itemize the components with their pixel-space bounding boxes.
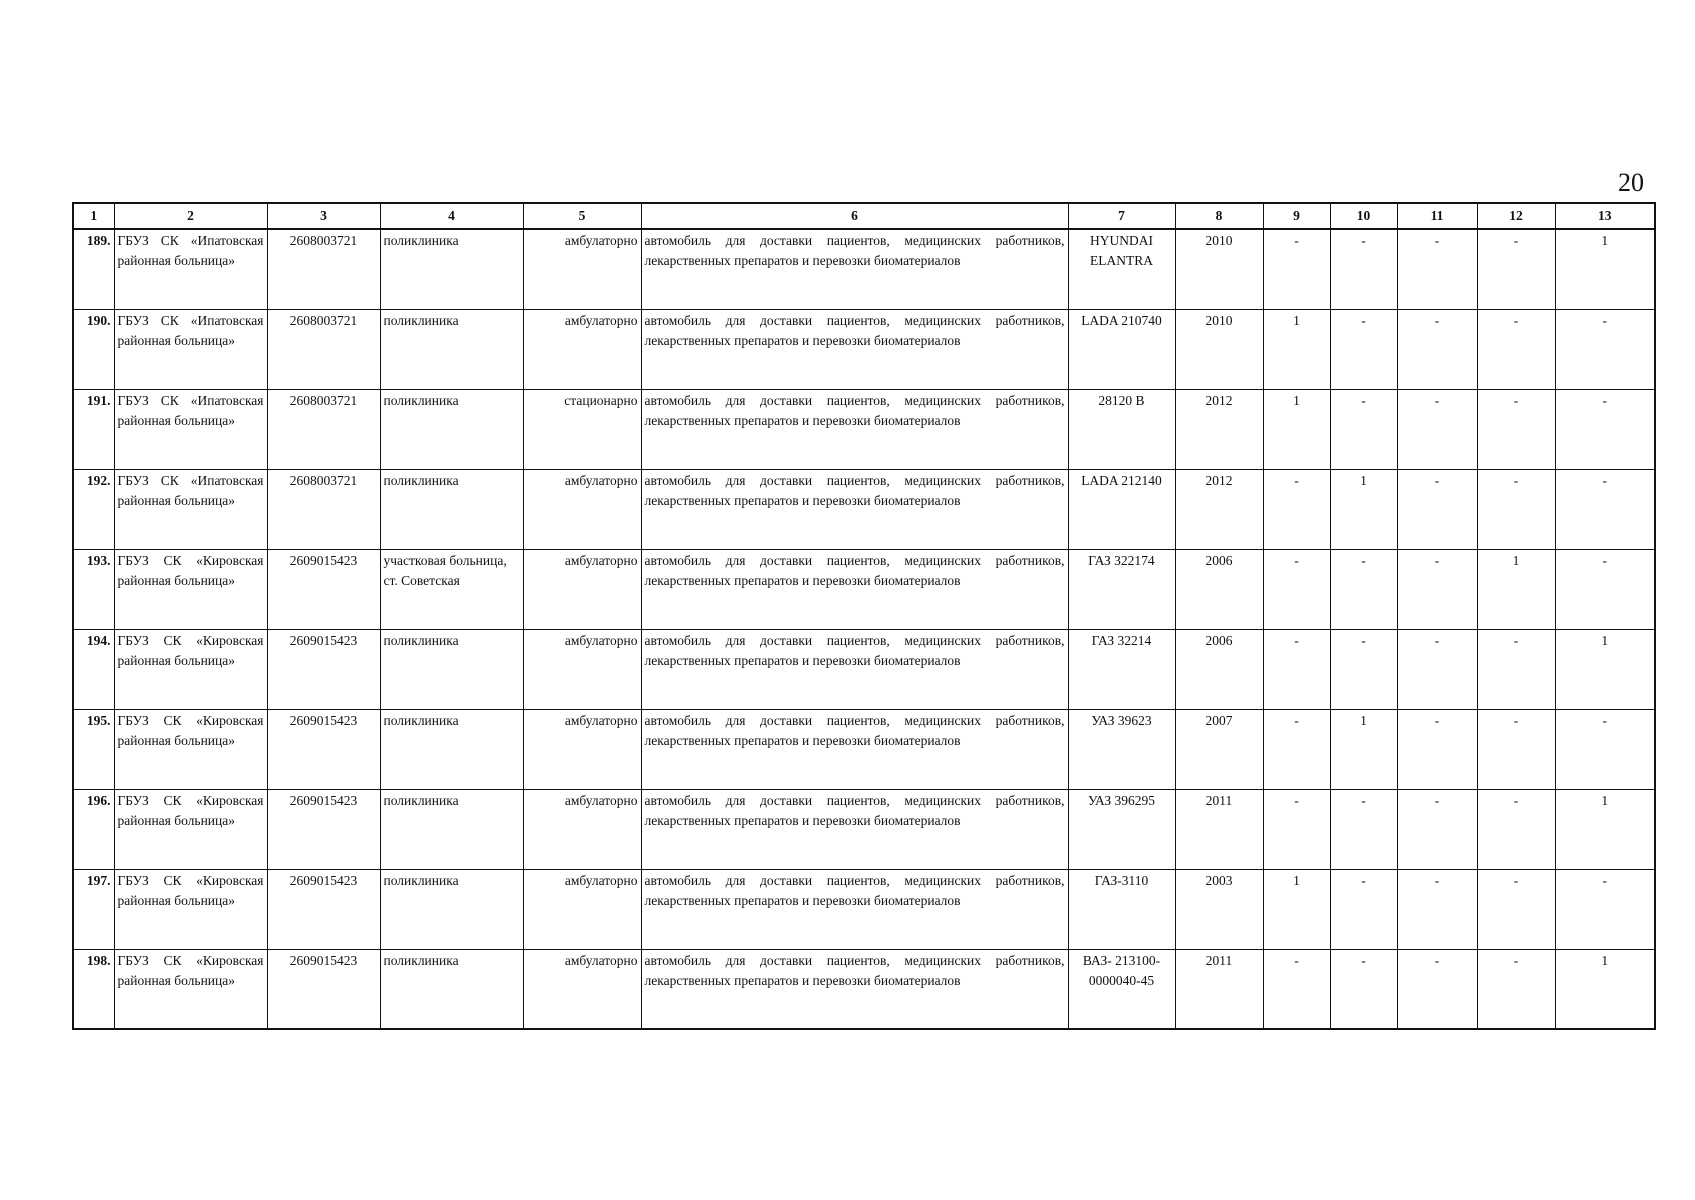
vehicle-purpose: автомобиль для доставки пациентов, медицинских работников, лекарственных препаратов и перевозки биоматериалов	[641, 309, 1068, 389]
vehicle-registry-table	[72, 202, 1656, 1030]
col-10-value: 1	[1330, 469, 1397, 549]
col-11-value: -	[1397, 229, 1477, 309]
vehicle-model: 28120 В	[1068, 389, 1175, 469]
inn-code: 2609015423	[267, 549, 380, 629]
table-row	[73, 229, 1655, 309]
column-header: 3	[267, 203, 380, 229]
col-9-value: -	[1263, 789, 1330, 869]
row-number: 189.	[73, 229, 114, 309]
col-12-value: -	[1477, 789, 1555, 869]
vehicle-purpose: автомобиль для доставки пациентов, медицинских работников, лекарственных препаратов и перевозки биоматериалов	[641, 549, 1068, 629]
care-mode: амбулаторно	[523, 309, 641, 389]
row-number: 193.	[73, 549, 114, 629]
manufacture-year: 2011	[1175, 789, 1263, 869]
col-12-value: -	[1477, 389, 1555, 469]
inn-code: 2609015423	[267, 869, 380, 949]
column-header: 7	[1068, 203, 1175, 229]
col-9-value: 1	[1263, 869, 1330, 949]
col-9-value: 1	[1263, 309, 1330, 389]
care-mode: амбулаторно	[523, 789, 641, 869]
col-9-value: -	[1263, 629, 1330, 709]
col-11-value: -	[1397, 789, 1477, 869]
col-9-value: -	[1263, 549, 1330, 629]
vehicle-purpose: автомобиль для доставки пациентов, медицинских работников, лекарственных препаратов и перевозки биоматериалов	[641, 469, 1068, 549]
vehicle-purpose: автомобиль для доставки пациентов, медицинских работников, лекарственных препаратов и перевозки биоматериалов	[641, 869, 1068, 949]
subdivision: поликлиника	[380, 949, 523, 1029]
subdivision: поликлиника	[380, 229, 523, 309]
subdivision: поликлиника	[380, 869, 523, 949]
col-9-value: 1	[1263, 389, 1330, 469]
row-number: 196.	[73, 789, 114, 869]
care-mode: амбулаторно	[523, 869, 641, 949]
care-mode: амбулаторно	[523, 469, 641, 549]
organization-name: ГБУЗ СК «Ипатовская районная больница»	[114, 229, 267, 309]
col-12-value: -	[1477, 469, 1555, 549]
row-number: 190.	[73, 309, 114, 389]
vehicle-purpose: автомобиль для доставки пациентов, медицинских работников, лекарственных препаратов и перевозки биоматериалов	[641, 389, 1068, 469]
col-12-value: -	[1477, 309, 1555, 389]
vehicle-model: HYUNDAI ELANTRA	[1068, 229, 1175, 309]
col-10-value: 1	[1330, 709, 1397, 789]
subdivision: поликлиника	[380, 469, 523, 549]
vehicle-model: LADA 210740	[1068, 309, 1175, 389]
subdivision: поликлиника	[380, 629, 523, 709]
col-9-value: -	[1263, 229, 1330, 309]
manufacture-year: 2006	[1175, 549, 1263, 629]
inn-code: 2609015423	[267, 709, 380, 789]
col-10-value: -	[1330, 789, 1397, 869]
column-header: 9	[1263, 203, 1330, 229]
col-13-value: 1	[1555, 789, 1655, 869]
col-11-value: -	[1397, 389, 1477, 469]
table-row	[73, 869, 1655, 949]
vehicle-purpose: автомобиль для доставки пациентов, медицинских работников, лекарственных препаратов и перевозки биоматериалов	[641, 709, 1068, 789]
col-10-value: -	[1330, 629, 1397, 709]
inn-code: 2609015423	[267, 789, 380, 869]
col-12-value: -	[1477, 709, 1555, 789]
row-number: 192.	[73, 469, 114, 549]
column-header: 11	[1397, 203, 1477, 229]
row-number: 195.	[73, 709, 114, 789]
care-mode: амбулаторно	[523, 549, 641, 629]
manufacture-year: 2011	[1175, 949, 1263, 1029]
table-row	[73, 949, 1655, 1029]
col-12-value: -	[1477, 949, 1555, 1029]
manufacture-year: 2003	[1175, 869, 1263, 949]
col-12-value: -	[1477, 869, 1555, 949]
col-10-value: -	[1330, 309, 1397, 389]
page-number: 20	[1618, 168, 1644, 197]
col-9-value: -	[1263, 949, 1330, 1029]
subdivision: поликлиника	[380, 309, 523, 389]
vehicle-purpose: автомобиль для доставки пациентов, медицинских работников, лекарственных препаратов и перевозки биоматериалов	[641, 949, 1068, 1029]
table-row	[73, 469, 1655, 549]
col-11-value: -	[1397, 629, 1477, 709]
col-10-value: -	[1330, 949, 1397, 1029]
column-header: 4	[380, 203, 523, 229]
care-mode: амбулаторно	[523, 949, 641, 1029]
vehicle-model: ГАЗ 322174	[1068, 549, 1175, 629]
col-12-value: 1	[1477, 549, 1555, 629]
col-10-value: -	[1330, 389, 1397, 469]
table-row	[73, 549, 1655, 629]
organization-name: ГБУЗ СК «Ипатовская районная больница»	[114, 389, 267, 469]
col-13-value: -	[1555, 389, 1655, 469]
vehicle-model: УАЗ 396295	[1068, 789, 1175, 869]
care-mode: амбулаторно	[523, 229, 641, 309]
vehicle-model: ВАЗ- 213100-0000040-45	[1068, 949, 1175, 1029]
inn-code: 2608003721	[267, 309, 380, 389]
column-number-row	[73, 203, 1655, 229]
organization-name: ГБУЗ СК «Кировская районная больница»	[114, 949, 267, 1029]
manufacture-year: 2012	[1175, 389, 1263, 469]
inn-code: 2609015423	[267, 949, 380, 1029]
row-number: 194.	[73, 629, 114, 709]
col-11-value: -	[1397, 549, 1477, 629]
table-row	[73, 389, 1655, 469]
inn-code: 2609015423	[267, 629, 380, 709]
row-number: 198.	[73, 949, 114, 1029]
manufacture-year: 2012	[1175, 469, 1263, 549]
column-header: 10	[1330, 203, 1397, 229]
col-10-value: -	[1330, 549, 1397, 629]
col-12-value: -	[1477, 229, 1555, 309]
col-13-value: 1	[1555, 229, 1655, 309]
table-row	[73, 309, 1655, 389]
col-13-value: -	[1555, 469, 1655, 549]
subdivision: участковая больница, ст. Советская	[380, 549, 523, 629]
inn-code: 2608003721	[267, 229, 380, 309]
column-header: 2	[114, 203, 267, 229]
care-mode: амбулаторно	[523, 629, 641, 709]
col-13-value: -	[1555, 549, 1655, 629]
row-number: 191.	[73, 389, 114, 469]
organization-name: ГБУЗ СК «Ипатовская районная больница»	[114, 309, 267, 389]
col-13-value: -	[1555, 709, 1655, 789]
vehicle-model: LADA 212140	[1068, 469, 1175, 549]
organization-name: ГБУЗ СК «Кировская районная больница»	[114, 869, 267, 949]
col-13-value: -	[1555, 869, 1655, 949]
organization-name: ГБУЗ СК «Кировская районная больница»	[114, 549, 267, 629]
col-11-value: -	[1397, 469, 1477, 549]
care-mode: стационарно	[523, 389, 641, 469]
col-13-value: 1	[1555, 949, 1655, 1029]
manufacture-year: 2007	[1175, 709, 1263, 789]
vehicle-model: УАЗ 39623	[1068, 709, 1175, 789]
vehicle-purpose: автомобиль для доставки пациентов, медицинских работников, лекарственных препаратов и перевозки биоматериалов	[641, 229, 1068, 309]
care-mode: амбулаторно	[523, 709, 641, 789]
col-10-value: -	[1330, 229, 1397, 309]
subdivision: поликлиника	[380, 709, 523, 789]
manufacture-year: 2010	[1175, 229, 1263, 309]
manufacture-year: 2006	[1175, 629, 1263, 709]
vehicle-purpose: автомобиль для доставки пациентов, медицинских работников, лекарственных препаратов и перевозки биоматериалов	[641, 629, 1068, 709]
column-header: 5	[523, 203, 641, 229]
organization-name: ГБУЗ СК «Кировская районная больница»	[114, 709, 267, 789]
col-11-value: -	[1397, 309, 1477, 389]
vehicle-model: ГАЗ-3110	[1068, 869, 1175, 949]
vehicle-purpose: автомобиль для доставки пациентов, медицинских работников, лекарственных препаратов и перевозки биоматериалов	[641, 789, 1068, 869]
col-13-value: 1	[1555, 629, 1655, 709]
column-header: 12	[1477, 203, 1555, 229]
manufacture-year: 2010	[1175, 309, 1263, 389]
col-10-value: -	[1330, 869, 1397, 949]
organization-name: ГБУЗ СК «Кировская районная больница»	[114, 629, 267, 709]
subdivision: поликлиника	[380, 789, 523, 869]
column-header: 8	[1175, 203, 1263, 229]
col-13-value: -	[1555, 309, 1655, 389]
col-11-value: -	[1397, 869, 1477, 949]
column-header: 6	[641, 203, 1068, 229]
column-header: 1	[73, 203, 114, 229]
table-row	[73, 629, 1655, 709]
col-11-value: -	[1397, 949, 1477, 1029]
table-row	[73, 709, 1655, 789]
organization-name: ГБУЗ СК «Кировская районная больница»	[114, 789, 267, 869]
row-number: 197.	[73, 869, 114, 949]
organization-name: ГБУЗ СК «Ипатовская районная больница»	[114, 469, 267, 549]
col-9-value: -	[1263, 469, 1330, 549]
vehicle-model: ГАЗ 32214	[1068, 629, 1175, 709]
col-11-value: -	[1397, 709, 1477, 789]
table-row	[73, 789, 1655, 869]
subdivision: поликлиника	[380, 389, 523, 469]
inn-code: 2608003721	[267, 469, 380, 549]
col-9-value: -	[1263, 709, 1330, 789]
column-header: 13	[1555, 203, 1655, 229]
inn-code: 2608003721	[267, 389, 380, 469]
col-12-value: -	[1477, 629, 1555, 709]
